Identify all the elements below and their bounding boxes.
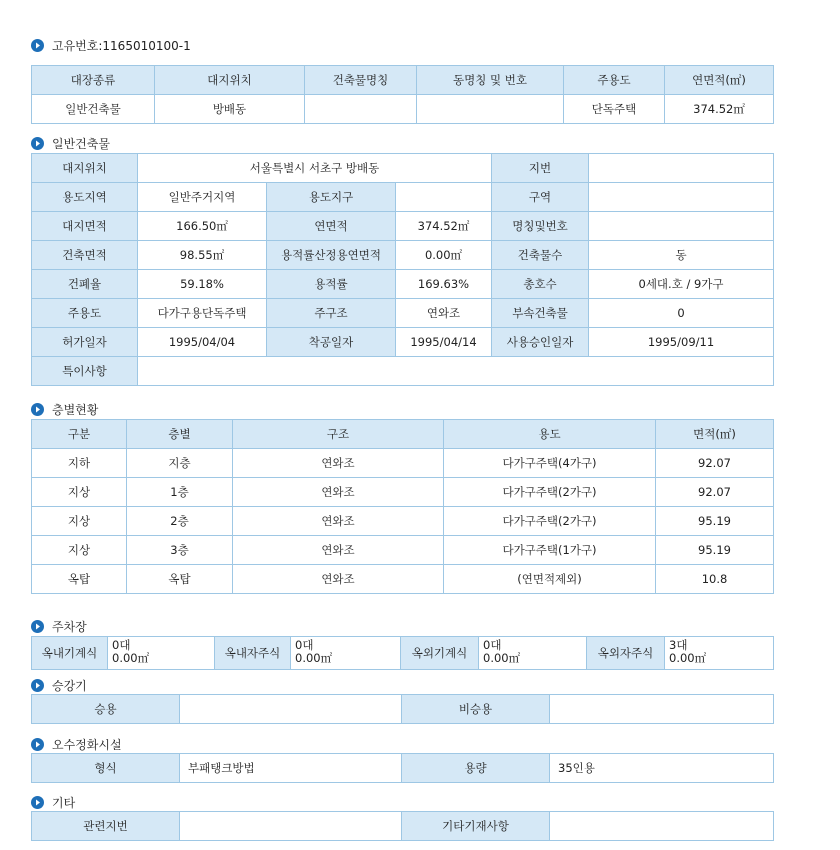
far: 169.63% [396, 270, 492, 299]
summary-cell [417, 95, 564, 124]
parking-value [291, 637, 401, 670]
floors-header: 층별 [127, 420, 233, 449]
table-row [32, 536, 774, 565]
section-title: 층별현황 [52, 403, 99, 417]
name-number [589, 212, 774, 241]
label-cell: 건축물수 [492, 241, 589, 270]
floors-header: 면적(㎡) [656, 420, 774, 449]
parking-table [31, 636, 774, 670]
label-cell: 허가일자 [32, 328, 138, 357]
parking-area: 0.00㎡ [483, 651, 521, 665]
floor-cell: 다가구주택(2가구) [444, 507, 656, 536]
parking-label: 옥외기계식 [401, 637, 479, 670]
site-location: 서울특별시 서초구 방배동 [138, 154, 492, 183]
parking-label: 옥내기계식 [32, 637, 108, 670]
table-row [32, 449, 774, 478]
building-count: 동 [589, 241, 774, 270]
summary-header: 동명칭 및 번호 [417, 66, 564, 95]
label-cell: 부속건축물 [492, 299, 589, 328]
sewage-table [31, 753, 774, 783]
floor-cell: 10.8 [656, 565, 774, 594]
arrow-circle-icon [31, 738, 44, 751]
section-title: 승강기 [52, 679, 87, 693]
far-area: 0.00㎡ [396, 241, 492, 270]
floors-header: 구조 [233, 420, 444, 449]
floor-cell: 3층 [127, 536, 233, 565]
units: 0세대.호 / 9가구 [589, 270, 774, 299]
label-cell: 대지면적 [32, 212, 138, 241]
summary-table [31, 65, 774, 124]
arrow-circle-icon [31, 679, 44, 692]
label-cell: 착공일자 [267, 328, 396, 357]
arrow-circle-icon [31, 796, 44, 809]
section-title: 일반건축물 [52, 137, 110, 151]
related-lot [180, 812, 402, 841]
label-cell: 지번 [492, 154, 589, 183]
parking-label: 옥외자주식 [587, 637, 665, 670]
label-cell: 총호수 [492, 270, 589, 299]
parking-value [479, 637, 587, 670]
start-date: 1995/04/14 [396, 328, 492, 357]
general-table [31, 153, 774, 386]
summary-header: 주용도 [564, 66, 665, 95]
section-title: 오수정화시설 [52, 738, 122, 752]
area-zone [589, 183, 774, 212]
floor-cell: 지상 [32, 478, 127, 507]
structure: 연와조 [396, 299, 492, 328]
site-area: 166.50㎡ [138, 212, 267, 241]
sewage-heading [31, 736, 122, 753]
summary-cell: 방배동 [155, 95, 305, 124]
label-cell: 대지위치 [32, 154, 138, 183]
elevator-table [31, 694, 774, 724]
floor-cell: 95.19 [656, 536, 774, 565]
table-row [32, 478, 774, 507]
parking-area: 0.00㎡ [295, 651, 333, 665]
floor-cell: 지상 [32, 507, 127, 536]
section-title: 주차장 [52, 620, 87, 634]
passenger-elevator [180, 695, 402, 724]
parking-count: 0대 [112, 638, 131, 652]
emergency-elevator [550, 695, 774, 724]
label-cell: 구역 [492, 183, 589, 212]
floors-table [31, 419, 774, 594]
label-cell: 관련지번 [32, 812, 180, 841]
summary-header: 건축물명칭 [305, 66, 417, 95]
etc-table [31, 811, 774, 841]
label-cell: 용도지역 [32, 183, 138, 212]
floor-cell: 지상 [32, 536, 127, 565]
summary-header: 연면적(㎡) [665, 66, 774, 95]
floors-heading [31, 401, 98, 418]
label-cell: 건축면적 [32, 241, 138, 270]
floor-cell: 다가구주택(4가구) [444, 449, 656, 478]
arrow-circle-icon [31, 39, 44, 52]
floor-cell: 다가구주택(1가구) [444, 536, 656, 565]
unique-id-heading [31, 37, 191, 54]
label-cell: 건폐율 [32, 270, 138, 299]
elevator-heading [31, 677, 87, 694]
summary-header: 대지위치 [155, 66, 305, 95]
use-district [396, 183, 492, 212]
floor-cell: 92.07 [656, 449, 774, 478]
floor-cell: 연와조 [233, 449, 444, 478]
coverage: 59.18% [138, 270, 267, 299]
label-cell: 용적률 [267, 270, 396, 299]
special-notes [138, 357, 774, 386]
floor-cell: 옥탑 [32, 565, 127, 594]
floor-cell: 지하 [32, 449, 127, 478]
floor-cell: 연와조 [233, 565, 444, 594]
floor-cell: 2층 [127, 507, 233, 536]
floor-cell: 옥탑 [127, 565, 233, 594]
summary-cell: 374.52㎡ [665, 95, 774, 124]
summary-cell: 단독주택 [564, 95, 665, 124]
label-cell: 용량 [402, 754, 550, 783]
permit-date: 1995/04/04 [138, 328, 267, 357]
table-row [32, 565, 774, 594]
sewage-capacity: 35인용 [550, 754, 774, 783]
label-cell: 명칭및번호 [492, 212, 589, 241]
label-cell: 용도지구 [267, 183, 396, 212]
floor-cell: 지층 [127, 449, 233, 478]
approval-date: 1995/09/11 [589, 328, 774, 357]
parking-value [108, 637, 215, 670]
parking-count: 3대 [669, 638, 688, 652]
etc-heading [31, 794, 75, 811]
building-area: 98.55㎡ [138, 241, 267, 270]
arrow-circle-icon [31, 137, 44, 150]
floor-cell: 연와조 [233, 507, 444, 536]
total-floor-area: 374.52㎡ [396, 212, 492, 241]
label-cell: 주용도 [32, 299, 138, 328]
parking-count: 0대 [295, 638, 314, 652]
label-cell: 주구조 [267, 299, 396, 328]
label-cell: 비승용 [402, 695, 550, 724]
parking-value [665, 637, 774, 670]
floor-cell: 92.07 [656, 478, 774, 507]
floor-cell: (연면적제외) [444, 565, 656, 594]
parking-count: 0대 [483, 638, 502, 652]
parking-area: 0.00㎡ [669, 651, 707, 665]
summary-cell: 일반건축물 [32, 95, 155, 124]
summary-header: 대장종류 [32, 66, 155, 95]
label-cell: 승용 [32, 695, 180, 724]
floor-cell: 연와조 [233, 478, 444, 507]
annex: 0 [589, 299, 774, 328]
parking-label: 옥내자주식 [215, 637, 291, 670]
lot-number [589, 154, 774, 183]
main-use: 다가구용단독주택 [138, 299, 267, 328]
label-cell: 연면적 [267, 212, 396, 241]
summary-cell [305, 95, 417, 124]
floor-cell: 95.19 [656, 507, 774, 536]
sewage-type: 부패탱크방법 [180, 754, 402, 783]
floors-header: 용도 [444, 420, 656, 449]
general-heading [31, 135, 110, 152]
parking-area: 0.00㎡ [112, 651, 150, 665]
table-row [32, 507, 774, 536]
floor-cell: 다가구주택(2가구) [444, 478, 656, 507]
label-cell: 용적률산정용연면적 [267, 241, 396, 270]
label-cell: 기타기재사항 [402, 812, 550, 841]
floor-cell: 1층 [127, 478, 233, 507]
section-title: 기타 [52, 796, 76, 810]
label-cell: 사용승인일자 [492, 328, 589, 357]
use-zone: 일반주거지역 [138, 183, 267, 212]
floor-cell: 연와조 [233, 536, 444, 565]
parking-heading [31, 618, 87, 635]
label-cell: 특이사항 [32, 357, 138, 386]
floors-header: 구분 [32, 420, 127, 449]
other-notes [550, 812, 774, 841]
arrow-circle-icon [31, 620, 44, 633]
label-cell: 형식 [32, 754, 180, 783]
unique-id: 고유번호:1165010100-1 [52, 39, 191, 53]
arrow-circle-icon [31, 403, 44, 416]
